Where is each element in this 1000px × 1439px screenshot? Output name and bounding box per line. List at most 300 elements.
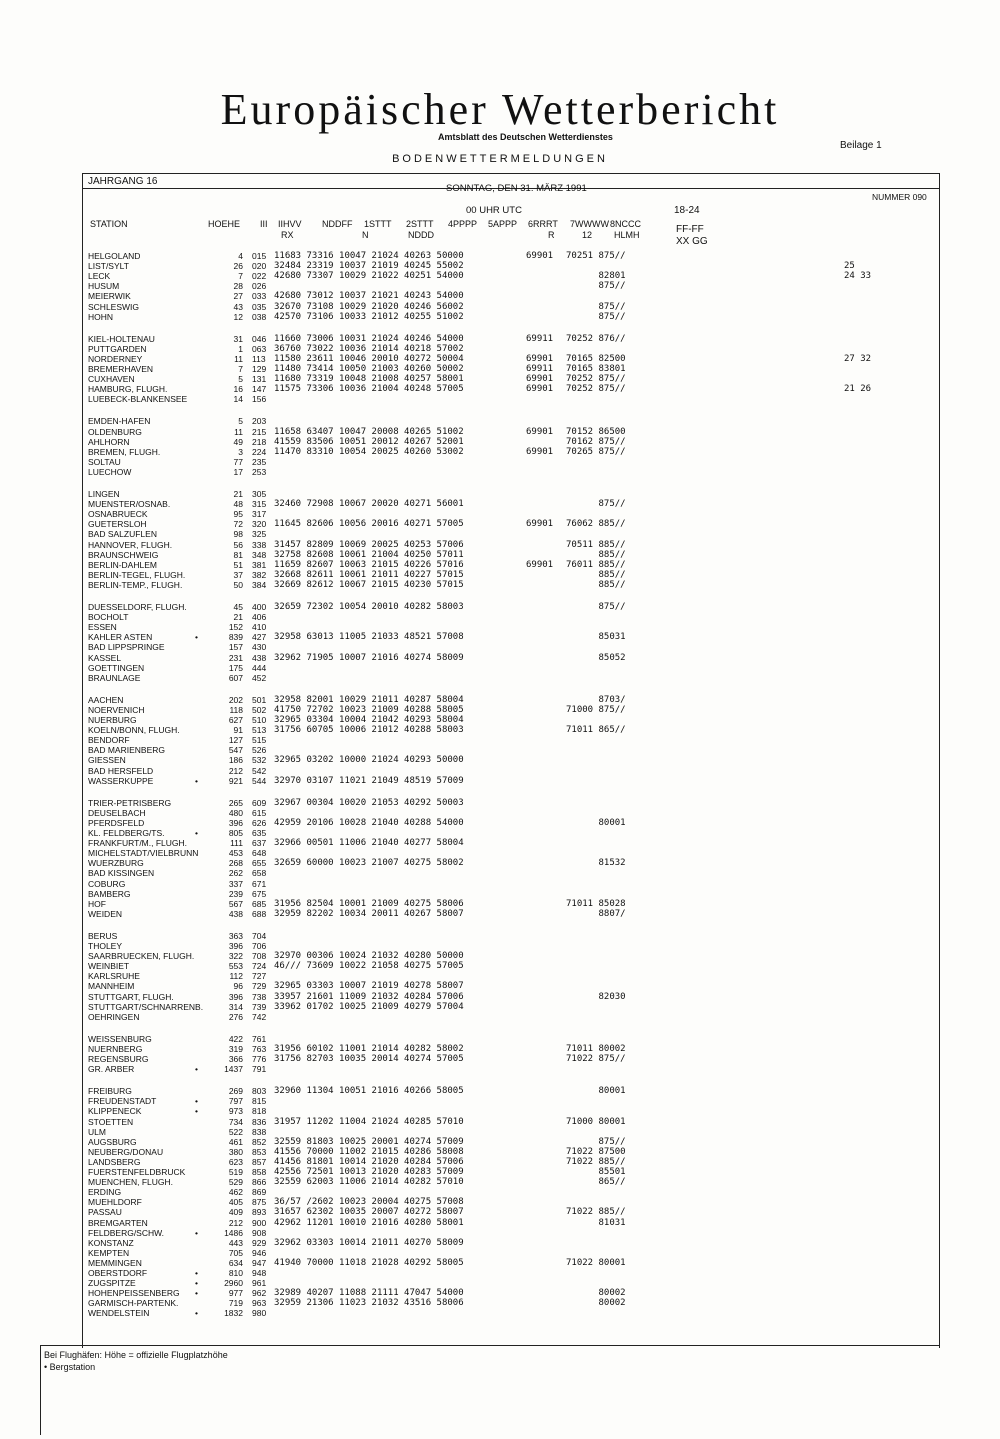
station-name: NUERNBERG: [88, 1044, 143, 1054]
station-height: 7: [238, 364, 243, 374]
station-id: 410: [252, 622, 267, 632]
station-id: 761: [252, 1034, 267, 1044]
station-height: 56: [233, 540, 243, 550]
obs-groups: 11580 23611 10046 20010 40272 50004: [274, 354, 464, 364]
station-height: 276: [228, 1012, 243, 1022]
station-id: 203: [252, 416, 267, 426]
station-height: 111: [230, 838, 243, 848]
obs-group-7-8: 82030: [566, 992, 626, 1002]
station-id: 452: [252, 673, 267, 683]
obs-groups: 31756 82703 10035 20014 40274 57005: [274, 1054, 464, 1064]
station-name: HOF: [88, 899, 106, 909]
obs-groups: 11683 73316 10047 21024 40263 50000: [274, 251, 464, 261]
obs-groups: 31756 60705 10006 21012 40288 58003: [274, 725, 464, 735]
mountain-marker: •: [195, 1096, 198, 1106]
station-id: 253: [252, 467, 267, 477]
obs-groups: 32758 82608 10061 21004 40250 57011: [274, 550, 464, 560]
station-name: BREMERHAVEN: [88, 364, 154, 374]
station-name: LANDSBERG: [88, 1157, 141, 1167]
station-height: 607: [228, 673, 243, 683]
obs-groups: 32966 00501 11006 21040 40277 58004: [274, 838, 464, 848]
station-name: BERLIN-TEGEL, FLUGH.: [88, 570, 186, 580]
station-height: 5: [238, 416, 243, 426]
station-name: LIST/SYLT: [88, 261, 129, 271]
station-height: 81: [233, 550, 243, 560]
extra-group: 25: [844, 261, 855, 271]
station-name: MUEHLDORF: [88, 1197, 142, 1207]
station-height: 634: [228, 1258, 243, 1268]
obs-groups: 41456 81801 10014 21020 40284 57006: [274, 1157, 464, 1167]
col-e3: XX GG: [676, 236, 708, 247]
station-id: 738: [252, 992, 267, 1002]
station-id: 218: [252, 437, 267, 447]
extra-group: 21 26: [844, 384, 872, 394]
obs-groups: 32965 03304 10004 21042 40293 58004: [274, 715, 464, 725]
station-id: 948: [252, 1268, 267, 1278]
station-name: CUXHAVEN: [88, 374, 135, 384]
station-id: 688: [252, 909, 267, 919]
col-c5: 4PPPP: [448, 219, 478, 229]
col-c9b: HLMH: [614, 230, 640, 240]
station-name: OSNABRUECK: [88, 509, 148, 519]
obs-groups: 41940 70000 11018 21028 40292 58005: [274, 1258, 464, 1268]
station-id: 946: [252, 1248, 267, 1258]
obs-groups: 42959 20106 10028 21040 40288 54000: [274, 818, 464, 828]
station-id: 763: [252, 1044, 267, 1054]
station-id: 980: [252, 1308, 267, 1318]
left-rule: [40, 1345, 41, 1435]
col-e2: FF-FF: [676, 224, 704, 235]
station-height: 2960: [224, 1278, 243, 1288]
beilage-label: Beilage 1: [840, 140, 882, 151]
station-height: 396: [228, 992, 243, 1002]
station-height: 705: [228, 1248, 243, 1258]
obs-group-7-8: 865//: [566, 1177, 626, 1187]
station-height: 405: [228, 1197, 243, 1207]
station-id: 348: [252, 550, 267, 560]
station-name: WUERZBURG: [88, 858, 144, 868]
station-height: 1: [238, 344, 243, 354]
station-name: LUECHOW: [88, 467, 132, 477]
station-id: 113: [252, 354, 266, 364]
obs-groups: 32965 03303 10007 21019 40278 58007: [274, 981, 464, 991]
col-c6: 5APPP: [488, 219, 518, 229]
station-height: 4: [238, 251, 243, 261]
station-name: LINGEN: [88, 489, 120, 499]
station-id: 022: [252, 271, 267, 281]
station-name: WEIDEN: [88, 909, 122, 919]
station-height: 1437: [224, 1064, 243, 1074]
station-name: NUERBURG: [88, 715, 137, 725]
station-id: 869: [252, 1187, 267, 1197]
station-height: 443: [228, 1238, 243, 1248]
station-height: 77: [233, 457, 243, 467]
station-id: 963: [252, 1298, 267, 1308]
station-id: 315: [252, 499, 267, 509]
obs-groups: 11575 73306 10036 21004 40248 57005: [274, 384, 464, 394]
station-height: 462: [228, 1187, 243, 1197]
col-c4a: 2STTT: [406, 219, 434, 229]
station-id: 815: [252, 1096, 267, 1106]
station-id: 501: [252, 695, 267, 705]
station-id: 038: [252, 312, 267, 322]
station-id: 637: [252, 838, 267, 848]
obs-group-7-8: 70252 875//: [566, 384, 626, 394]
obs-group-7-8: 885//: [566, 570, 626, 580]
obs-group-7-8: 875//: [566, 499, 626, 509]
station-id: 929: [252, 1238, 267, 1248]
station-id: 947: [252, 1258, 267, 1268]
station-height: 396: [228, 818, 243, 828]
station-height: 366: [228, 1054, 243, 1064]
station-height: 212: [228, 766, 243, 776]
station-name: HOHENPEISSENBERG: [88, 1288, 180, 1298]
station-height: 27: [233, 291, 243, 301]
station-name: LECK: [88, 271, 111, 281]
station-height: 810: [228, 1268, 243, 1278]
mountain-marker: •: [195, 828, 198, 838]
station-name: WENDELSTEIN: [88, 1308, 150, 1318]
obs-groups: 32460 72908 10067 20020 40271 56001: [274, 499, 464, 509]
station-name: HUSUM: [88, 281, 120, 291]
obs-groups: 41750 72702 10023 21009 40288 58005: [274, 705, 464, 715]
station-name: SOLTAU: [88, 457, 121, 467]
obs-groups: 11660 73006 10031 21024 40246 54000: [274, 334, 464, 344]
station-name: WASSERKUPPE: [88, 776, 154, 786]
obs-groups: 42680 73012 10037 21021 40243 54000: [274, 291, 464, 301]
station-id: 381: [252, 560, 267, 570]
obs-group-7-8: 885//: [566, 550, 626, 560]
station-id: 609: [252, 798, 267, 808]
station-id: 708: [252, 951, 267, 961]
station-height: 31: [233, 334, 243, 344]
station-height: 5: [238, 374, 243, 384]
obs-group-7-8: 76011 885//: [566, 560, 626, 570]
station-height: 98: [233, 529, 243, 539]
station-height: 567: [228, 899, 243, 909]
station-name: MUENSTER/OSNAB.: [88, 499, 171, 509]
station-id: 033: [252, 291, 267, 301]
station-id: 776: [252, 1054, 267, 1064]
obs-groups: 36/57 /2602 10023 20004 40275 57008: [274, 1197, 464, 1207]
obs-groups: 11480 73414 10050 21003 40260 50002: [274, 364, 464, 374]
station-height: 363: [228, 931, 243, 941]
station-height: 7: [238, 271, 243, 281]
obs-groups: 31956 60102 11001 21014 40282 58002: [274, 1044, 464, 1054]
obs-groups: 11645 82606 10056 20016 40271 57005: [274, 519, 464, 529]
obs-group-7-8: 885//: [566, 580, 626, 590]
observation-time: 00 UHR UTC: [466, 205, 522, 216]
station-height: 1832: [224, 1308, 243, 1318]
station-id: 858: [252, 1167, 267, 1177]
col-c1a: IIHVV: [278, 219, 302, 229]
obs-group-7-8: 70165 82500: [566, 354, 626, 364]
station-name: OBERSTDORF: [88, 1268, 148, 1278]
station-id: 962: [252, 1288, 267, 1298]
station-name: KASSEL: [88, 653, 122, 663]
mountain-marker: •: [195, 1064, 198, 1074]
station-id: 382: [252, 570, 267, 580]
station-name: AUGSBURG: [88, 1137, 137, 1147]
obs-groups: 31657 62302 10035 20007 40272 58007: [274, 1207, 464, 1217]
station-name: HANNOVER, FLUGH.: [88, 540, 173, 550]
station-height: 16: [233, 384, 243, 394]
table-frame: [82, 173, 940, 1348]
extra-group: 27 32: [844, 354, 872, 364]
col-c3b: N: [362, 230, 369, 240]
obs-group-7-8: 80001: [566, 1086, 626, 1096]
obs-groups: 31457 82809 10069 20025 40253 57006: [274, 540, 464, 550]
station-name: DEUSELBACH: [88, 808, 146, 818]
station-height: 839: [228, 632, 243, 642]
obs-group-7-8: 71000 875//: [566, 705, 626, 715]
station-name: BAD MARIENBERG: [88, 745, 165, 755]
station-height: 239: [228, 889, 243, 899]
obs-groups: 31956 82504 10001 21009 40275 58006: [274, 899, 464, 909]
col-iii: III: [260, 219, 268, 229]
obs-group-7-8: 70265 875//: [566, 447, 626, 457]
col-c3: 1STTT: [364, 219, 392, 229]
station-height: 553: [228, 961, 243, 971]
station-name: WEINBIET: [88, 961, 130, 971]
mountain-marker: •: [195, 1106, 198, 1116]
station-id: 532: [252, 755, 267, 765]
station-height: 396: [228, 941, 243, 951]
station-id: 836: [252, 1117, 267, 1127]
station-height: 319: [228, 1044, 243, 1054]
station-name: BERLIN-DAHLEM: [88, 560, 157, 570]
station-name: BOCHOLT: [88, 612, 129, 622]
mountain-marker: •: [195, 1268, 198, 1278]
station-name: TRIER-PETRISBERG: [88, 798, 172, 808]
station-name: PFERDSFELD: [88, 818, 145, 828]
col-c2: NDDFF: [322, 219, 353, 229]
station-name: FRANKFURT/M., FLUGH.: [88, 838, 188, 848]
station-name: OLDENBURG: [88, 427, 142, 437]
station-height: 11: [234, 354, 243, 364]
station-id: 866: [252, 1177, 267, 1187]
station-height: 231: [228, 653, 243, 663]
obs-groups: 33957 21601 11009 21032 40284 57006: [274, 992, 464, 1002]
obs-groups: 11680 73319 10048 21008 40257 58001: [274, 374, 464, 384]
station-height: 977: [228, 1288, 243, 1298]
station-height: 480: [228, 808, 243, 818]
obs-group-7-8: 71022 885//: [566, 1157, 626, 1167]
station-height: 265: [228, 798, 243, 808]
station-name: WEISSENBURG: [88, 1034, 152, 1044]
station-name: KARLSRUHE: [88, 971, 140, 981]
station-height: 921: [228, 776, 243, 786]
station-id: 035: [252, 302, 267, 312]
station-name: BAD LIPPSPRINGE: [88, 642, 165, 652]
station-height: 3: [238, 447, 243, 457]
station-height: 202: [228, 695, 243, 705]
station-id: 893: [252, 1207, 267, 1217]
station-name: BREMGARTEN: [88, 1218, 148, 1228]
obs-group-7-8: 71011 80002: [566, 1044, 626, 1054]
obs-group-7-8: 81532: [566, 858, 626, 868]
station-height: 973: [228, 1106, 243, 1116]
station-name: HOHN: [88, 312, 114, 322]
col-c4b: NDDD: [408, 230, 434, 240]
station-height: 48: [233, 499, 243, 509]
station-id: 706: [252, 941, 267, 951]
station-name: OEHRINGEN: [88, 1012, 140, 1022]
obs-group-7-8: 71022 885//: [566, 1207, 626, 1217]
station-name: MICHELSTADT/VIELBRUNN: [88, 848, 199, 858]
obs-group-7-8: 80002: [566, 1288, 626, 1298]
station-id: 129: [252, 364, 267, 374]
col-c1b: RX: [281, 230, 294, 240]
station-height: 212: [228, 1218, 243, 1228]
obs-group-6: 69911: [526, 364, 554, 374]
obs-group-6: 69911: [526, 334, 554, 344]
station-name: BRAUNLAGE: [88, 673, 141, 683]
jahrgang: JAHRGANG 16: [88, 176, 158, 187]
section-heading: BODENWETTERMELDUNGEN: [392, 153, 608, 165]
obs-groups: 32989 40207 11088 21111 47047 54000: [274, 1288, 464, 1298]
obs-group-7-8: 71000 80001: [566, 1117, 626, 1127]
station-name: STUTTGART, FLUGH.: [88, 992, 174, 1002]
obs-group-7-8: 875//: [566, 1137, 626, 1147]
station-name: KIEL-HOLTENAU: [88, 334, 155, 344]
obs-groups: 33962 01702 10025 21009 40279 57004: [274, 1002, 464, 1012]
station-name: HAMBURG, FLUGH.: [88, 384, 168, 394]
station-name: NORDERNEY: [88, 354, 143, 364]
obs-group-6: 69901: [526, 427, 554, 437]
station-name: NOERVENICH: [88, 705, 145, 715]
station-height: 91: [233, 725, 243, 735]
obs-groups: 32958 82001 10029 21011 40287 58004: [274, 695, 464, 705]
station-name: BENDORF: [88, 735, 130, 745]
station-id: 020: [252, 261, 267, 271]
station-height: 269: [228, 1086, 243, 1096]
obs-group-6: 69901: [526, 447, 554, 457]
station-name: KONSTANZ: [88, 1238, 134, 1248]
station-name: NEUBERG/DONAU: [88, 1147, 164, 1157]
station-name: SCHLESWIG: [88, 302, 140, 312]
station-id: 875: [252, 1197, 267, 1207]
station-id: 406: [252, 612, 267, 622]
obs-groups: 32967 00304 10020 21053 40292 50003: [274, 798, 464, 808]
station-name: FELDBERG/SCHW.: [88, 1228, 165, 1238]
obs-groups: 42962 11201 10010 21016 40280 58001: [274, 1218, 464, 1228]
station-id: 131: [252, 374, 267, 384]
obs-group-7-8: 76062 885//: [566, 519, 626, 529]
station-name: BERLIN-TEMP., FLUGH.: [88, 580, 183, 590]
obs-groups: 11658 63407 10047 20008 40265 51002: [274, 427, 464, 437]
station-name: HELGOLAND: [88, 251, 141, 261]
station-name: AACHEN: [88, 695, 124, 705]
station-id: 015: [252, 251, 267, 261]
station-id: 675: [252, 889, 267, 899]
station-name: GUETERSLOH: [88, 519, 147, 529]
obs-group-7-8: 80002: [566, 1298, 626, 1308]
station-id: 803: [252, 1086, 267, 1096]
obs-groups: 32965 03202 10000 21024 40293 50000: [274, 755, 464, 765]
station-height: 322: [228, 951, 243, 961]
obs-groups: 41559 83506 10051 20012 40267 52001: [274, 437, 464, 447]
col-hoehe: HOEHE: [208, 219, 241, 229]
station-id: 427: [252, 632, 267, 642]
station-name: FREIBURG: [88, 1086, 132, 1096]
station-height: 461: [228, 1137, 243, 1147]
station-id: 338: [252, 540, 267, 550]
obs-group-7-8: 875//: [566, 602, 626, 612]
station-height: 314: [228, 1002, 243, 1012]
obs-group-7-8: 70251 875//: [566, 251, 626, 261]
obs-group-7-8: 71022 80001: [566, 1258, 626, 1268]
page-title: Europäischer Wetterbericht: [220, 85, 780, 134]
obs-groups: 42556 72501 10013 21020 40283 57009: [274, 1167, 464, 1177]
obs-groups: 42680 73307 10029 21022 40251 54000: [274, 271, 464, 281]
obs-groups: 32659 60000 10023 21007 40275 58002: [274, 858, 464, 868]
obs-groups: 32960 11304 10051 21016 40266 58005: [274, 1086, 464, 1096]
station-name: ZUGSPITZE: [88, 1278, 136, 1288]
obs-groups: 46/// 73609 10022 21058 40275 57005: [274, 961, 464, 971]
station-height: 26: [233, 261, 243, 271]
obs-groups: 32962 71905 10007 21016 40274 58009: [274, 653, 464, 663]
station-id: 729: [252, 981, 267, 991]
station-name: EMDEN-HAFEN: [88, 416, 151, 426]
station-name: BREMEN, FLUGH.: [88, 447, 161, 457]
station-name: GARMISCH-PARTENK.: [88, 1298, 179, 1308]
subtitle: Amtsblatt des Deutschen Wetterdienstes: [438, 132, 613, 142]
obs-group-7-8: 70252 875//: [566, 374, 626, 384]
station-id: 430: [252, 642, 267, 652]
station-id: 635: [252, 828, 267, 838]
station-name: FUERSTENFELDBRUCK: [88, 1167, 186, 1177]
station-name: REGENSBURG: [88, 1054, 149, 1064]
station-height: 797: [228, 1096, 243, 1106]
station-height: 627: [228, 715, 243, 725]
station-name: STOETTEN: [88, 1117, 134, 1127]
station-height: 152: [228, 622, 243, 632]
station-height: 547: [228, 745, 243, 755]
obs-groups: 32958 63013 11005 21033 48521 57008: [274, 632, 464, 642]
obs-group-7-8: 85501: [566, 1167, 626, 1177]
station-height: 50: [233, 580, 243, 590]
station-name: ERDING: [88, 1187, 122, 1197]
col-station: STATION: [90, 219, 128, 229]
station-height: 95: [233, 509, 243, 519]
obs-groups: 41556 70000 11002 21015 40286 58008: [274, 1147, 464, 1157]
station-id: 438: [252, 653, 267, 663]
obs-group-7-8: 70252 876//: [566, 334, 626, 344]
mountain-marker: •: [195, 1278, 198, 1288]
mountain-marker: •: [195, 632, 198, 642]
station-id: 444: [252, 663, 267, 673]
station-id: 724: [252, 961, 267, 971]
obs-groups: 32559 81803 10025 20001 40274 57009: [274, 1137, 464, 1147]
obs-groups: 32659 72302 10054 20010 40282 58003: [274, 602, 464, 612]
station-height: 186: [228, 755, 243, 765]
station-height: 1486: [224, 1228, 243, 1238]
station-name: BRAUNSCHWEIG: [88, 550, 159, 560]
station-height: 438: [228, 909, 243, 919]
station-id: 857: [252, 1157, 267, 1167]
obs-group-6: 69901: [526, 560, 554, 570]
station-height: 112: [229, 971, 243, 981]
station-id: 317: [252, 509, 267, 519]
obs-groups: 31957 11202 11004 21024 40285 57010: [274, 1117, 464, 1127]
station-height: 72: [233, 519, 243, 529]
station-name: FREUDENSTADT: [88, 1096, 157, 1106]
obs-group-6: 69901: [526, 519, 554, 529]
station-name: BAD HERSFELD: [88, 766, 154, 776]
obs-group-7-8: 875//: [566, 302, 626, 312]
station-height: 21: [233, 489, 243, 499]
